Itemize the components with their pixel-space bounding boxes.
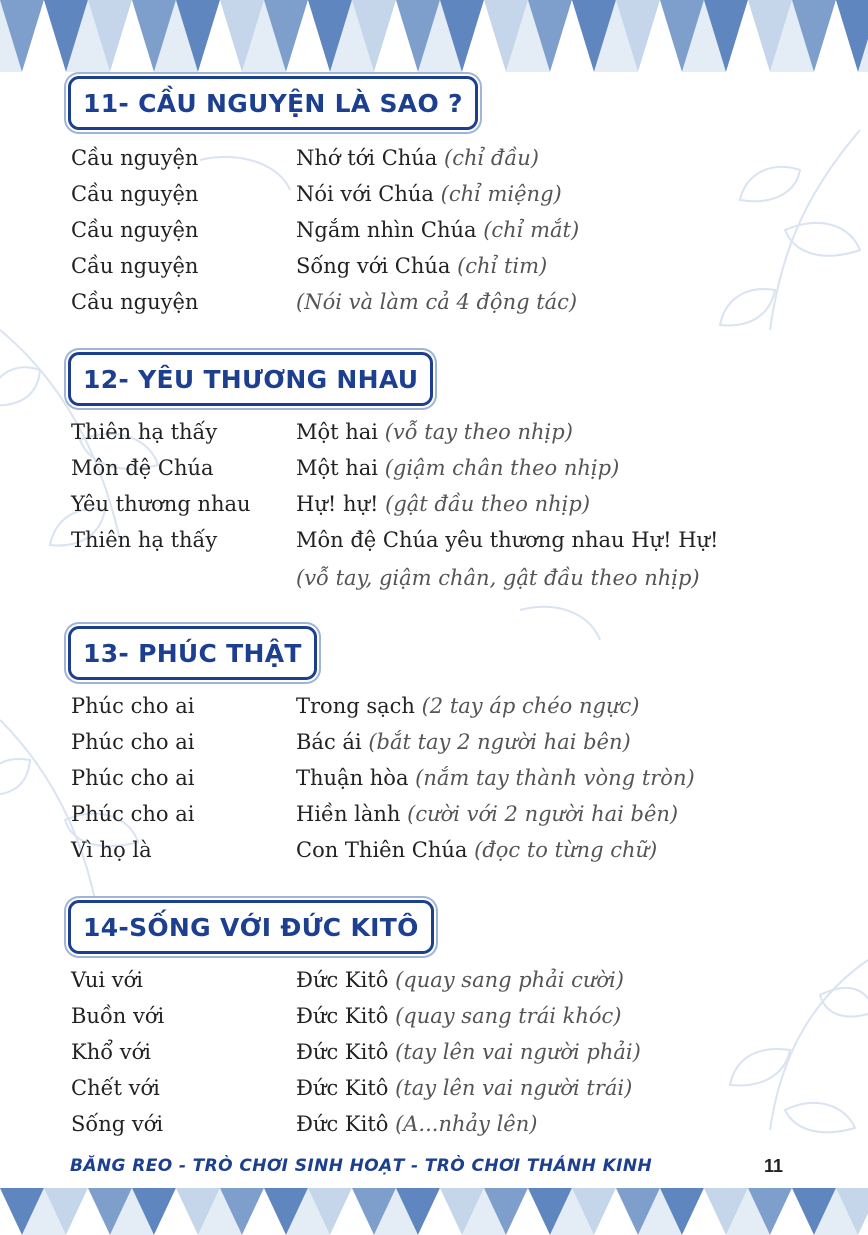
row-label: Cầu nguyện — [71, 290, 199, 314]
list-item — [71, 218, 579, 250]
bottom-triangle-border — [0, 1188, 868, 1235]
list-item — [71, 528, 718, 560]
list-item — [71, 1076, 632, 1108]
row-action: Đức Kitô (A...nhảy lên) — [296, 1112, 538, 1136]
list-item — [71, 1112, 537, 1144]
row-label: Chết với — [71, 1076, 160, 1100]
row-action: Ngắm nhìn Chúa (chỉ mắt) — [296, 218, 580, 242]
row-action: Đức Kitô (tay lên vai người trái) — [296, 1076, 633, 1100]
row-label: Phúc cho ai — [71, 802, 195, 826]
row-action: Hiền lành (cười với 2 người hai bên) — [296, 802, 679, 826]
list-item — [71, 254, 547, 286]
list-item — [71, 968, 624, 1000]
row-note: (A...nhảy lên) — [395, 1112, 538, 1136]
row-action: Trong sạch (2 tay áp chéo ngực) — [296, 694, 640, 718]
row-note: (2 tay áp chéo ngực) — [421, 694, 640, 718]
row-action: Con Thiên Chúa (đọc to từng chữ) — [296, 838, 658, 862]
row-note: (tay lên vai người trái) — [395, 1076, 633, 1100]
row-label: Môn đệ Chúa — [71, 456, 214, 480]
row-action: Hự! hự! (gật đầu theo nhịp) — [296, 492, 591, 516]
row-label: Cầu nguyện — [71, 182, 199, 206]
list-item — [71, 182, 562, 214]
list-item — [71, 420, 573, 452]
row-note: (gật đầu theo nhịp) — [385, 492, 591, 516]
row-label: Phúc cho ai — [71, 730, 195, 754]
row-label: Cầu nguyện — [71, 254, 199, 278]
row-note: (đọc to từng chữ) — [474, 838, 658, 862]
row-action: Đức Kitô (tay lên vai người phải) — [296, 1040, 641, 1064]
row-note: (chỉ tim) — [457, 254, 548, 278]
row-label: Khổ với — [71, 1040, 151, 1064]
row-action — [296, 290, 577, 314]
list-item — [71, 838, 657, 870]
row-note: (bắt tay 2 người hai bên) — [368, 730, 631, 754]
row-note: (cười với 2 người hai bên) — [407, 802, 679, 826]
row-action: Đức Kitô (quay sang phải cười) — [296, 968, 624, 992]
list-item — [71, 1040, 641, 1072]
list-item — [71, 802, 678, 834]
row-note: (chỉ miệng) — [440, 182, 562, 206]
row-note: (chỉ đầu) — [444, 146, 539, 170]
row-label: Buồn với — [71, 1004, 165, 1028]
list-item — [71, 766, 695, 798]
row-action: Nhớ tới Chúa (chỉ đầu) — [296, 146, 539, 170]
row-action: Bác ái (bắt tay 2 người hai bên) — [296, 730, 631, 754]
row-note-extra: (vỗ tay, giậm chân, gật đầu theo nhịp) — [296, 566, 700, 590]
row-note: (giậm chân theo nhịp) — [384, 456, 620, 480]
row-action: Một hai (vỗ tay theo nhịp) — [296, 420, 573, 444]
page-number: 11 — [764, 1156, 784, 1176]
list-item — [71, 146, 539, 178]
row-label: Cầu nguyện — [71, 146, 199, 170]
list-item — [71, 694, 639, 726]
row-label: Cầu nguyện — [71, 218, 199, 242]
row-note: (quay sang phải cười) — [395, 968, 624, 992]
section-title-13: 13- PHÚC THẬT — [68, 626, 317, 680]
row-note: (Nói và làm cả 4 động tác) — [296, 290, 578, 314]
row-action: Sống với Chúa (chỉ tim) — [296, 254, 548, 278]
section-title-11: 11- CẦU NGUYỆN LÀ SAO ? — [68, 76, 478, 130]
list-item — [71, 456, 619, 488]
row-note: (nắm tay thành vòng tròn) — [415, 766, 695, 790]
row-action: Đức Kitô (quay sang trái khóc) — [296, 1004, 622, 1028]
row-label: Vì họ là — [71, 838, 152, 862]
row-label: Phúc cho ai — [71, 694, 195, 718]
list-item — [71, 492, 590, 524]
row-label: Thiên hạ thấy — [71, 528, 218, 552]
list-item — [71, 730, 631, 762]
list-item — [71, 290, 577, 322]
row-note: (vỗ tay theo nhịp) — [384, 420, 573, 444]
row-label: Sống với — [71, 1112, 164, 1136]
row-action: Môn đệ Chúa yêu thương nhau Hự! Hự! — [296, 528, 719, 552]
footer-book-title: BĂNG REO - TRÒ CHƠI SINH HOẠT - TRÒ CHƠI THÁNH KINH — [70, 1156, 653, 1176]
section-title-14: 14-SỐNG VỚI ĐỨC KITÔ — [68, 900, 434, 954]
row-note: (tay lên vai người phải) — [395, 1040, 641, 1064]
row-label: Yêu thương nhau — [71, 492, 251, 516]
row-action: Thuận hòa (nắm tay thành vòng tròn) — [296, 766, 695, 790]
section-title-12: 12- YÊU THƯƠNG NHAU — [68, 352, 433, 406]
row-label: Thiên hạ thấy — [71, 420, 218, 444]
row-label: Vui với — [71, 968, 143, 992]
top-triangle-border — [0, 0, 868, 72]
row-label: Phúc cho ai — [71, 766, 195, 790]
row-note: (quay sang trái khóc) — [395, 1004, 622, 1028]
list-item — [71, 1004, 621, 1036]
row-action: Nói với Chúa (chỉ miệng) — [296, 182, 562, 206]
row-note: (chỉ mắt) — [483, 218, 580, 242]
row-action: Một hai (giậm chân theo nhịp) — [296, 456, 620, 480]
